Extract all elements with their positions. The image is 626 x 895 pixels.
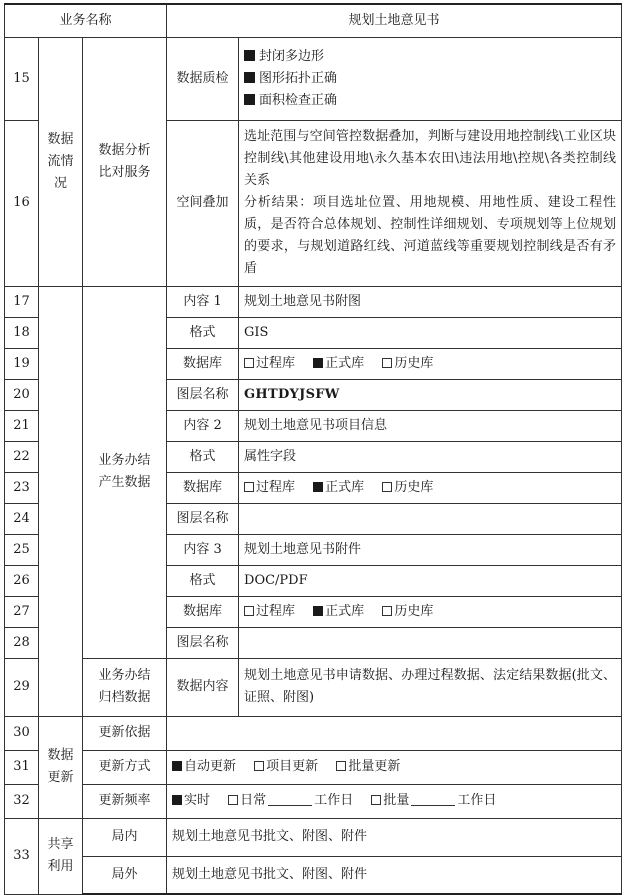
value-layer-name: [239, 627, 622, 658]
overlay-description: 选址范围与空间管控数据叠加，判断与建设用地控制线\工业区块控制线\其他建设用地\永久基本农田\违法用地\控规\各类控制线关系: [244, 129, 616, 188]
table-header-row: [5, 4, 622, 37]
row-number: 27: [5, 596, 39, 627]
database-options: [239, 472, 622, 503]
label-database: 数据库: [167, 348, 239, 379]
filled-square-icon: [244, 72, 255, 83]
check-item: 面积检查正确: [244, 90, 616, 112]
group-dataflow: 数据 流情 况: [39, 37, 83, 286]
option-formal-db[interactable]: 正式库: [313, 480, 364, 495]
group-archived-data: 业务办结 归档数据: [83, 658, 167, 716]
row-number: 31: [5, 750, 39, 784]
row-number: 18: [5, 317, 39, 348]
option-daily[interactable]: 日常 工作日: [228, 793, 353, 808]
checkbox-empty-icon: [336, 761, 346, 771]
row-number: 32: [5, 784, 39, 818]
option-realtime[interactable]: 实时: [172, 793, 210, 808]
row-number: 22: [5, 441, 39, 472]
checkbox-empty-icon: [228, 795, 238, 805]
value-content-3: 规划土地意见书附件: [239, 534, 622, 565]
group-spacer: [39, 286, 83, 716]
option-history-db[interactable]: 历史库: [382, 356, 433, 371]
value-external: 规划土地意见书批文、附图、附件: [167, 856, 622, 894]
table-row-32: [5, 784, 622, 818]
spatial-overlay-content: [239, 120, 622, 286]
database-options: [239, 596, 622, 627]
check-item: 图形拓扑正确: [244, 68, 616, 90]
check-item: 封闭多边形: [244, 46, 616, 68]
header-document-name: 规划土地意见书: [167, 4, 622, 37]
checkbox-checked-icon: [313, 482, 323, 492]
row-number: 17: [5, 286, 39, 317]
fill-blank[interactable]: [268, 791, 312, 806]
checkbox-checked-icon: [172, 795, 182, 805]
option-process-db[interactable]: 过程库: [244, 480, 295, 495]
table-row-15: [5, 37, 622, 120]
row-number: 23: [5, 472, 39, 503]
value-content-1: 规划土地意见书附图: [239, 286, 622, 317]
label-layer-name: 图层名称: [167, 503, 239, 534]
value-layer-name: [239, 503, 622, 534]
label-content-2: 内容 2: [167, 410, 239, 441]
value-data-content: 规划土地意见书申请数据、办理过程数据、法定结果数据(批文、证照、附图): [239, 658, 622, 716]
quality-check-list: [239, 37, 622, 120]
option-auto-update[interactable]: 自动更新: [172, 759, 236, 774]
label-update-frequency: 更新频率: [83, 784, 167, 818]
label-database: 数据库: [167, 472, 239, 503]
option-process-db[interactable]: 过程库: [244, 604, 295, 619]
option-project-update[interactable]: 项目更新: [254, 759, 318, 774]
filled-square-icon: [244, 50, 255, 61]
value-format: 属性字段: [239, 441, 622, 472]
table-row-31: [5, 750, 622, 784]
label-update-basis: 更新依据: [83, 716, 167, 750]
update-frequency-options: [167, 784, 622, 818]
header-business-name: 业务名称: [5, 4, 167, 37]
value-update-basis: [167, 716, 622, 750]
label-internal: 局内: [83, 818, 167, 856]
checkbox-checked-icon: [313, 606, 323, 616]
row-number: 19: [5, 348, 39, 379]
checkbox-empty-icon: [382, 482, 392, 492]
row-number: 33: [5, 818, 39, 894]
filled-square-icon: [244, 94, 255, 105]
option-formal-db[interactable]: 正式库: [313, 604, 364, 619]
label-quality-check: 数据质检: [167, 37, 239, 120]
row-number: 24: [5, 503, 39, 534]
value-content-2: 规划土地意见书项目信息: [239, 410, 622, 441]
checkbox-empty-icon: [244, 606, 254, 616]
value-internal: 规划土地意见书批文、附图、附件: [167, 818, 622, 856]
value-layer-name: GHTDYJSFW: [239, 379, 622, 410]
row-number: 16: [5, 120, 39, 286]
option-history-db[interactable]: 历史库: [382, 480, 433, 495]
checkbox-empty-icon: [371, 795, 381, 805]
fill-blank[interactable]: [411, 791, 455, 806]
checkbox-empty-icon: [382, 606, 392, 616]
label-layer-name: 图层名称: [167, 379, 239, 410]
overlay-analysis-result: 分析结果：项目选址位置、用地规模、用地性质、建设工程性质，是否符合总体规划、控制性详细规划、专项规划等上位规划的要求，与规划道路红线、河道蓝线等重要规划控制线是否有矛盾: [244, 195, 616, 276]
table-row-17: [5, 286, 622, 317]
label-format: 格式: [167, 565, 239, 596]
option-batch-freq[interactable]: 批量 工作日: [371, 793, 496, 808]
value-format: GIS: [239, 317, 622, 348]
row-number: 20: [5, 379, 39, 410]
label-content-3: 内容 3: [167, 534, 239, 565]
label-data-content: 数据内容: [167, 658, 239, 716]
label-format: 格式: [167, 317, 239, 348]
table-row-30: [5, 716, 622, 750]
checkbox-empty-icon: [244, 482, 254, 492]
option-process-db[interactable]: 过程库: [244, 356, 295, 371]
row-number: 26: [5, 565, 39, 596]
row-number: 29: [5, 658, 39, 716]
value-format: DOC/PDF: [239, 565, 622, 596]
checkbox-checked-icon: [172, 761, 182, 771]
row-number: 28: [5, 627, 39, 658]
row-number: 21: [5, 410, 39, 441]
database-options: [239, 348, 622, 379]
checkbox-empty-icon: [254, 761, 264, 771]
group-analysis-service: 数据分析 比对服务: [83, 37, 167, 286]
label-external: 局外: [83, 856, 167, 894]
label-database: 数据库: [167, 596, 239, 627]
label-content-1: 内容 1: [167, 286, 239, 317]
group-data-update: 数据 更新: [39, 716, 83, 818]
group-produced-data: 业务办结 产生数据: [83, 286, 167, 658]
row-number: 30: [5, 716, 39, 750]
option-batch-update[interactable]: 批量更新: [336, 759, 400, 774]
data-spec-table: [4, 3, 622, 895]
row-number: 25: [5, 534, 39, 565]
label-format: 格式: [167, 441, 239, 472]
row-number: 15: [5, 37, 39, 120]
table-row-29: [5, 658, 622, 716]
table-row-33-inner: [5, 818, 622, 856]
option-formal-db[interactable]: 正式库: [313, 356, 364, 371]
update-mode-options: [167, 750, 622, 784]
checkbox-empty-icon: [382, 358, 392, 368]
label-layer-name: 图层名称: [167, 627, 239, 658]
option-history-db[interactable]: 历史库: [382, 604, 433, 619]
label-update-mode: 更新方式: [83, 750, 167, 784]
checkbox-checked-icon: [313, 358, 323, 368]
checkbox-empty-icon: [244, 358, 254, 368]
label-spatial-overlay: 空间叠加: [167, 120, 239, 286]
group-share-use: 共享 利用: [39, 818, 83, 894]
table-row-33-outer: [5, 856, 622, 894]
